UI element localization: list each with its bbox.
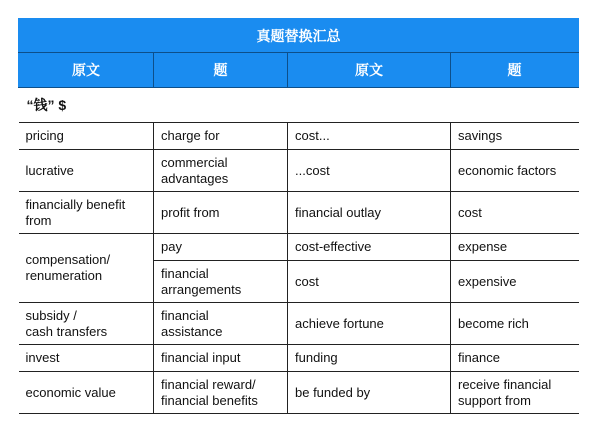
cell-original: invest — [19, 345, 154, 372]
cell-paraphrase: savings — [451, 123, 579, 150]
cell-original: be funded by — [288, 372, 451, 414]
cell-paraphrase: expensive — [451, 261, 579, 303]
cell-paraphrase: charge for — [154, 123, 288, 150]
header-question-1: 题 — [154, 53, 288, 88]
cell-original: compensation/ renumeration — [19, 234, 154, 303]
vocab-table — [18, 18, 579, 414]
cell-paraphrase: financial reward/ financial benefits — [154, 372, 288, 414]
cell-paraphrase: economic factors — [451, 150, 579, 192]
table-row — [19, 192, 579, 234]
cell-paraphrase: finance — [451, 345, 579, 372]
cell-paraphrase: financial arrangements — [154, 261, 288, 303]
cell-original: achieve fortune — [288, 303, 451, 345]
cell-original: economic value — [19, 372, 154, 414]
cell-original: cost — [288, 261, 451, 303]
cell-paraphrase: financial input — [154, 345, 288, 372]
cell-paraphrase: commercial advantages — [154, 150, 288, 192]
section-label: “钱” $ — [19, 88, 579, 123]
table-title: 真题替换汇总 — [19, 19, 579, 53]
header-original-2: 原文 — [288, 53, 451, 88]
cell-paraphrase: financial assistance — [154, 303, 288, 345]
table-row — [19, 123, 579, 150]
cell-paraphrase: cost — [451, 192, 579, 234]
table-row — [19, 150, 579, 192]
cell-original: funding — [288, 345, 451, 372]
cell-paraphrase: expense — [451, 234, 579, 261]
cell-original: cost... — [288, 123, 451, 150]
table-row — [19, 372, 579, 414]
section-row — [19, 88, 579, 123]
cell-original: financial outlay — [288, 192, 451, 234]
cell-original: cost-effective — [288, 234, 451, 261]
cell-paraphrase: become rich — [451, 303, 579, 345]
table-row — [19, 303, 579, 345]
table-title-row — [19, 19, 579, 53]
cell-original: subsidy / cash transfers — [19, 303, 154, 345]
cell-original: pricing — [19, 123, 154, 150]
header-question-2: 题 — [451, 53, 579, 88]
cell-original: lucrative — [19, 150, 154, 192]
cell-paraphrase: pay — [154, 234, 288, 261]
cell-paraphrase: receive financial support from — [451, 372, 579, 414]
vocab-table-sheet — [18, 18, 578, 426]
header-row — [19, 53, 579, 88]
table-row — [19, 234, 579, 261]
table-row — [19, 345, 579, 372]
cell-original: financially benefit from — [19, 192, 154, 234]
cell-original: ...cost — [288, 150, 451, 192]
cell-paraphrase: profit from — [154, 192, 288, 234]
header-original-1: 原文 — [19, 53, 154, 88]
